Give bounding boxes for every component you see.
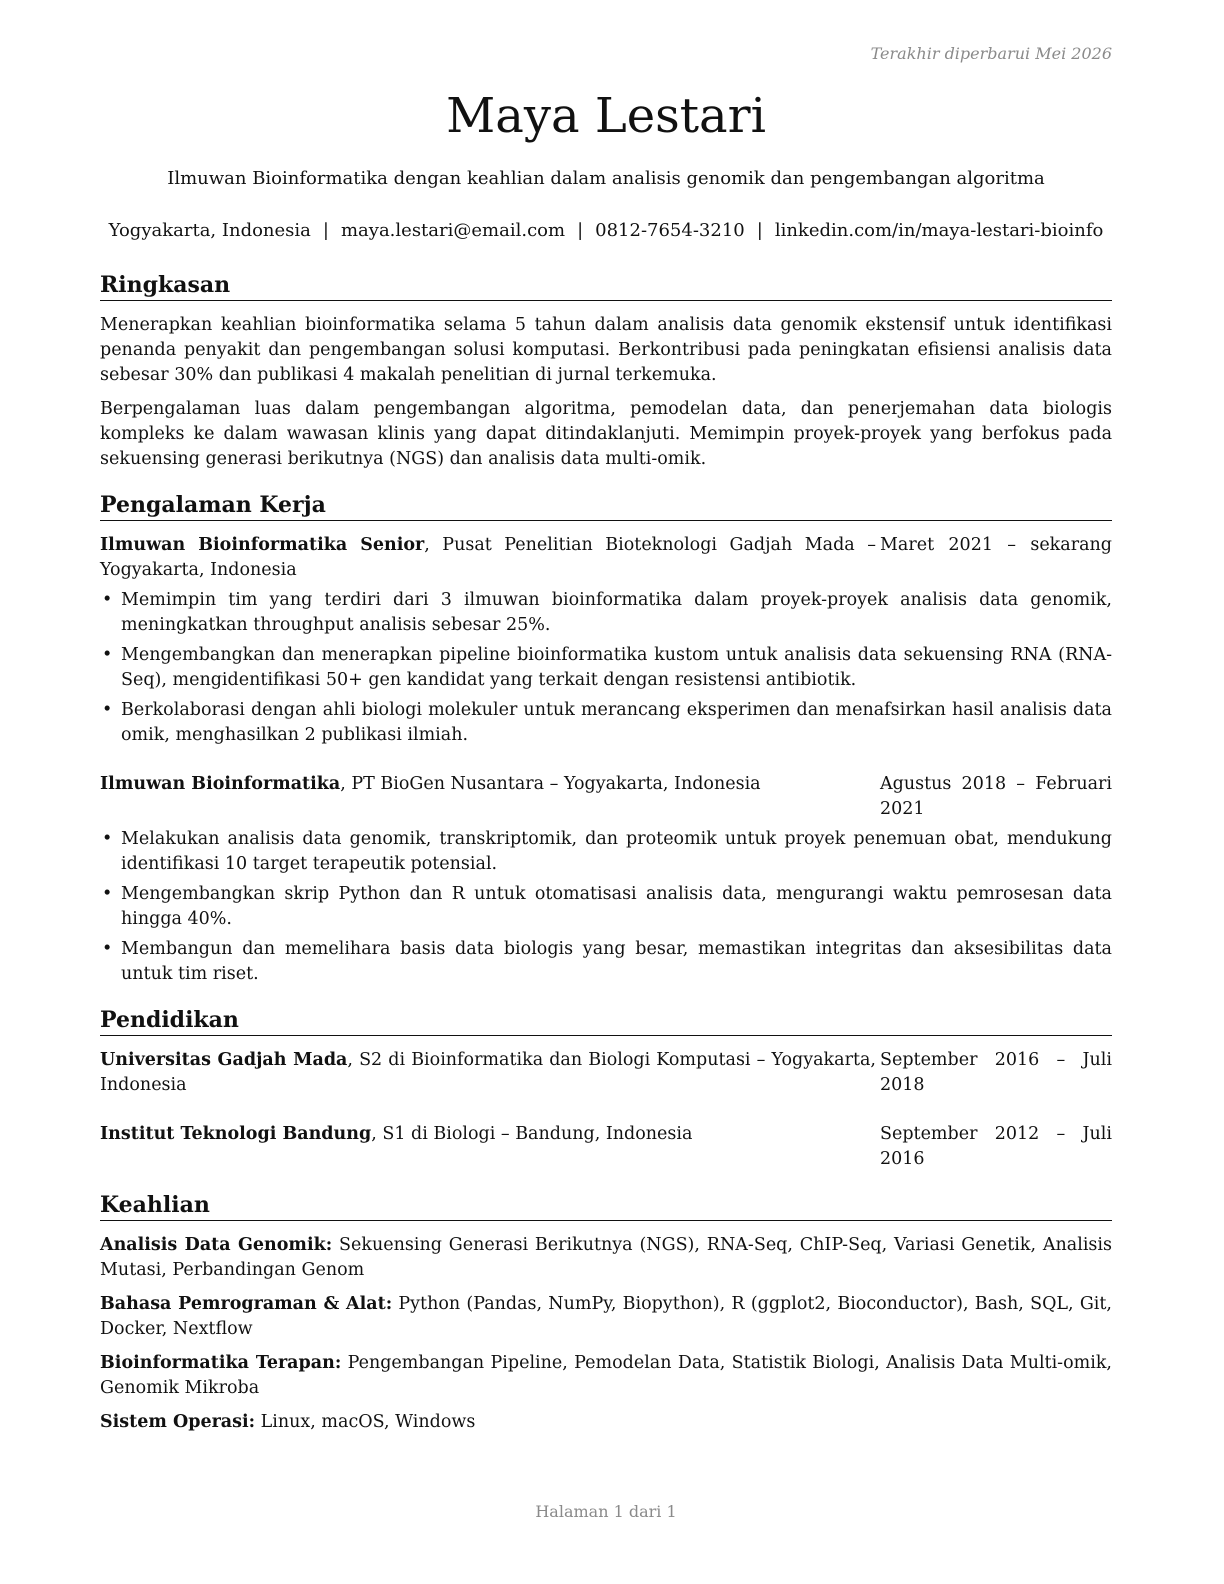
last-updated-note: Terakhir diperbarui Mei 2026 [870,44,1112,63]
section-title-education: Pendidikan [100,1005,1112,1036]
job-role: Ilmuwan Bioinformatika [100,774,341,794]
education-school: Institut Teknologi Bandung [100,1124,372,1144]
skill-label: Sistem Operasi: [100,1412,256,1432]
education-dates: September 2012 – Juli 2016 [880,1124,1112,1169]
list-item: • Memimpin tim yang terdiri dari 3 ilmuwan bioinformatika dalam proyek-proyek analisis data genomik, meningkatkan throughput analisis sebesar 25%. [100,588,1112,638]
education-title-line [100,1122,876,1147]
skill-value: Pengembangan Pipeline, Pemodelan Data, Statistik Biologi, Analisis Data Multi-omik, Genomik Mikroba [100,1353,1112,1398]
job-dates: Agustus 2018 – Februari 2021 [880,774,1112,819]
list-item: • Mengembangkan skrip Python dan R untuk otomatisasi analisis data, mengurangi waktu pemrosesan data hingga 40%. [100,882,1112,932]
skill-item [100,1292,1112,1342]
job-entry [100,772,1112,987]
education-title-line [100,1048,876,1098]
candidate-headline: Ilmuwan Bioinformatika dengan keahlian dalam analisis genomik dan pengembangan algoritma [167,168,1045,189]
list-item: • Membangun dan memelihara basis data biologis yang besar, memastikan integritas dan aksesibilitas data untuk tim riset. [100,937,1112,987]
skill-value: Linux, macOS, Windows [255,1412,476,1432]
job-bullets [100,827,1112,987]
job-title-line [100,533,876,583]
skill-label: Analisis Data Genomik: [100,1235,333,1255]
section-title-skills: Keahlian [100,1190,1112,1221]
job-header [100,533,1112,583]
contact-location: Yogyakarta, Indonesia [108,220,311,241]
list-item: • Berkolaborasi dengan ahli biologi molekuler untuk merancang eksperimen dan menafsirkan hasil analisis data omik, menghasilkan 2 publikasi ilmiah. [100,698,1112,748]
education-school: Universitas Gadjah Mada [100,1050,348,1070]
education-detail: , S2 di Bioinformatika dan Biologi Komputasi – Yogyakarta, Indonesia [100,1050,876,1095]
contact-separator: | [756,220,763,241]
skills-section [100,1190,1112,1435]
skill-item [100,1351,1112,1401]
job-entry [100,533,1112,748]
resume-page [100,0,1112,1584]
candidate-name: Maya Lestari [446,88,766,144]
education-entry [100,1048,1112,1098]
skill-item [100,1233,1112,1283]
page-footer: Halaman 1 dari 1 [535,1502,677,1521]
job-org: , PT BioGen Nusantara – Yogyakarta, Indonesia [340,774,761,794]
education-entry [100,1122,1112,1172]
job-dates: Maret 2021 – sekarang [880,535,1112,555]
experience-section [100,490,1112,987]
skill-value: Sekuensing Generasi Berikutnya (NGS), RNA-Seq, ChIP-Seq, Variasi Genetik, Analisis Mutasi, Perbandingan Genom [100,1235,1112,1280]
list-item: • Melakukan analisis data genomik, transkriptomik, dan proteomik untuk proyek penemuan obat, mendukung identifikasi 10 target terapeutik potensial. [100,827,1112,877]
job-header [100,772,1112,822]
summary-paragraph: Berpengalaman luas dalam pengembangan algoritma, pemodelan data, dan penerjemahan data biologis kompleks ke dalam wawasan klinis yang dapat ditindaklanjuti. Memimpin proyek-proyek yang berfokus pada sekuensing generasi berikutnya (NGS) dan analisis data multi-omik. [100,399,1112,469]
contact-linkedin[interactable]: linkedin.com/in/maya-lestari-bioinfo [774,220,1104,241]
contact-line [80,219,1132,243]
contact-separator: | [322,220,329,241]
skill-label: Bahasa Pemrograman & Alat: [100,1294,393,1314]
resume-content [100,270,1112,1453]
contact-email[interactable]: maya.lestari@email.com [340,220,566,241]
job-title-line [100,772,876,797]
section-title-summary: Ringkasan [100,270,1112,301]
job-role: Ilmuwan Bioinformatika Senior [100,535,425,555]
contact-separator: | [577,220,584,241]
list-item: • Mengembangkan dan menerapkan pipeline bioinformatika kustom untuk analisis data sekuensing RNA (RNA-Seq), mengidentifikasi 50+ gen kandidat yang terkait dengan resistensi antibiotik. [100,643,1112,693]
education-section [100,1005,1112,1172]
education-detail: , S1 di Biologi – Bandung, Indonesia [371,1124,693,1144]
skill-label: Bioinformatika Terapan: [100,1353,342,1373]
education-dates: September 2016 – Juli 2018 [880,1050,1112,1095]
skill-item [100,1410,1112,1435]
skill-value: Python (Pandas, NumPy, Biopython), R (ggplot2, Bioconductor), Bash, SQL, Git, Docker, Nextflow [100,1294,1112,1339]
summary-paragraph: Menerapkan keahlian bioinformatika selama 5 tahun dalam analisis data genomik ekstensif untuk identifikasi penanda penyakit dan pengembangan solusi komputasi. Berkontribusi pada peningkatan efisiensi analisis data sebesar 30% dan publikasi 4 makalah penelitian di jurnal terkemuka. [100,315,1112,385]
job-bullets [100,588,1112,748]
summary-section [100,270,1112,472]
contact-phone[interactable]: 0812-7654-3210 [595,220,745,241]
section-title-experience: Pengalaman Kerja [100,490,1112,521]
job-org: , Pusat Penelitian Bioteknologi Gadjah Mada – Yogyakarta, Indonesia [100,535,876,580]
